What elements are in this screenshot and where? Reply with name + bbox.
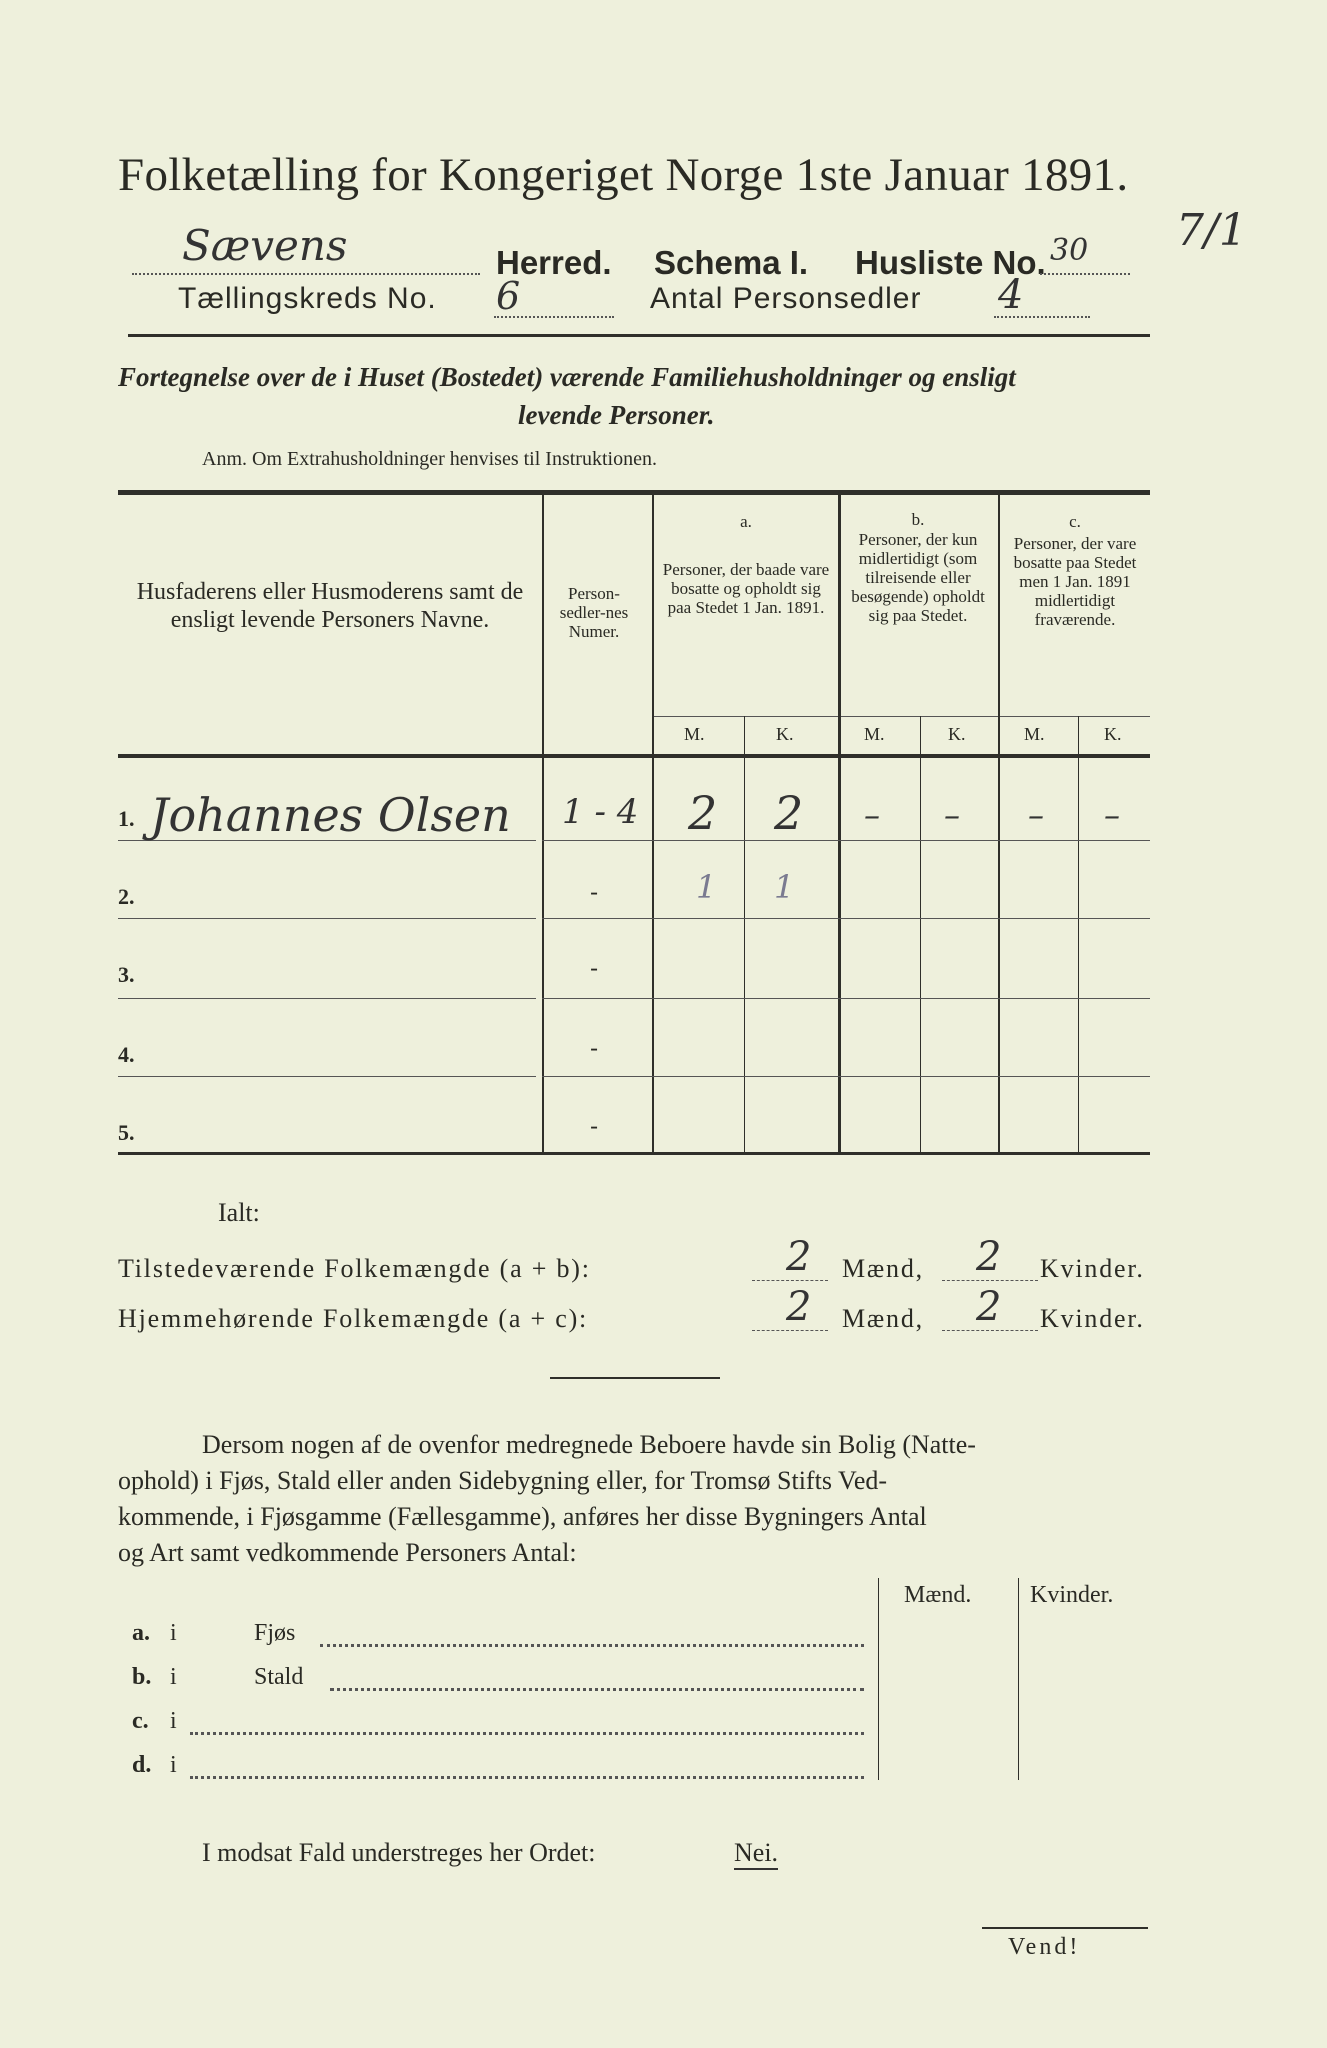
footer-text: I modsat Fald understreges her Ordet: xyxy=(202,1838,596,1867)
kreds-value: 6 xyxy=(496,274,521,318)
form-title: Folketælling for Kongeriget Norge 1ste Januar 1891. xyxy=(118,149,1129,201)
col-b-m: M. xyxy=(864,724,885,744)
husliste-field xyxy=(1040,235,1130,275)
col-b-header: Personer, der kun midlertidigt (som tilreisende eller besøgende) opholdt sig paa Stedet. xyxy=(851,530,985,625)
census-form: Folketælling for Kongeriget Norge 1ste Januar 1891. Sævens Herred. Schema I. Husliste No. 30 7/1 Tællingskreds No. 6 Antal Personsedler 4 Fortegnelse over de i Huset (Bostedet) værende Familiehusholdninger og ensligt levende Personer. Anm. Om Extrahusholdninger henvises til Instruktionen. Husfaderens eller Husmoderens samt de ensligt levende Personers Navne. Person-sedler-nes Numer. a. Personer, der baade vare bosatte og opholdt sig paa Stedet 1 Jan. 1891. b. Personer, der kun midlertidigt (som tilreisende eller besøgende) opholdt sig paa Stedet. c. Personer, der vare bosatte paa Stedet men 1 Jan. 1891 midlertidigt fraværende. M. K. M. K. M. K. 1. Johannes Olsen 1 - 4 2 2 – – – – 2. - 1 1 3. - 4. - 5. - Ialt: Tilstedeværende Folkemængde (a + b): 2 Mænd, 2 Kvinder. Hjemmehørende Folkemængde (a + c): 2 Mænd, 2 Kvinder. Dersom nogen af de ovenfor medregnede Beboere havde sin Bolig (Natte- ophold) i Fjøs, Stald eller anden Sidebygning eller, for Tromsø Stifts Ved- kommende, i Fjøsgamme (Fællesgamme), anføres her disse Bygningers Antal og Art samt vedkommende Personers Antal: Mænd. Kvinder. a. i Fjøs b. i Stald c. i d. i I modsat Fald understreges her Ordet: Nei. Vend! xyxy=(0,0,1327,2048)
hjemme-maend-label: Mænd, xyxy=(842,1304,924,1333)
col-num-header: Person-sedler-nes Numer. xyxy=(559,584,629,641)
nei-word: Nei. xyxy=(734,1838,778,1870)
hjemme-kvinder-value: 2 xyxy=(976,1284,1002,1330)
buildings-maend-head: Mænd. xyxy=(904,1582,972,1608)
anm-note: Anm. Om Extrahusholdninger henvises til Instruktionen. xyxy=(202,448,657,470)
tilstede-maend-value: 2 xyxy=(786,1234,812,1280)
col-a-k: K. xyxy=(776,724,794,744)
tilstede-kvinder-label: Kvinder. xyxy=(1040,1254,1145,1283)
buildings-text-3: kommende, i Fjøsgamme (Fællesgamme), anføres her disse Bygningers Antal xyxy=(118,1502,927,1531)
hjemme-maend-value: 2 xyxy=(786,1284,812,1330)
tilstede-kvinder-value: 2 xyxy=(976,1234,1002,1280)
husliste-value: 30 xyxy=(1050,233,1089,268)
household-name: Johannes Olsen xyxy=(150,788,511,842)
col-c-k: K. xyxy=(1104,724,1122,744)
buildings-text-1: Dersom nogen af de ovenfor medregnede Beboere havde sin Bolig (Natte- xyxy=(202,1430,976,1459)
col-a-m: M. xyxy=(684,724,705,744)
intro-line-2: levende Personer. xyxy=(518,400,715,430)
col-c-letter: c. xyxy=(1069,512,1081,531)
kreds-label: Tællingskreds No. xyxy=(178,282,437,315)
col-c-header: Personer, der vare bosatte paa Stedet men 1 Jan. 1891 midlertidigt fraværende. xyxy=(1013,534,1137,629)
husliste-label: Husliste No. xyxy=(855,244,1046,281)
col-a-letter: a. xyxy=(740,512,752,531)
schema-label: Schema I. xyxy=(654,244,809,281)
vend-label: Vend! xyxy=(1008,1934,1081,1960)
ialt-label: Ialt: xyxy=(218,1198,260,1227)
buildings-text-2: ophold) i Fjøs, Stald eller anden Sidebygning eller, for Tromsø Stifts Ved- xyxy=(118,1466,888,1495)
corner-note: 7/1 xyxy=(1176,205,1247,256)
intro-line-1: Fortegnelse over de i Huset (Bostedet) værende Familiehusholdninger og ensligt xyxy=(118,362,1016,392)
kreds-field xyxy=(494,274,614,318)
buildings-kvinder-head: Kvinder. xyxy=(1030,1582,1114,1608)
tilstede-label: Tilstedeværende Folkemængde (a + b): xyxy=(118,1254,591,1283)
herred-label: Herred. xyxy=(496,244,612,281)
col-a-header: Personer, der baade vare bosatte og opholdt sig paa Stedet 1 Jan. 1891. xyxy=(662,560,830,617)
divider xyxy=(550,1377,720,1379)
col-b-letter: b. xyxy=(911,510,925,529)
hjemme-label: Hjemmehørende Folkemængde (a + c): xyxy=(118,1304,589,1333)
herred-value: Sævens xyxy=(182,221,348,270)
buildings-text-4: og Art samt vedkommende Personers Antal: xyxy=(118,1538,577,1567)
col-b-k: K. xyxy=(948,724,966,744)
hjemme-kvinder-label: Kvinder. xyxy=(1040,1304,1145,1333)
tilstede-maend-label: Mænd, xyxy=(842,1254,924,1283)
col-c-m: M. xyxy=(1024,724,1045,744)
personsedler-value: 4 xyxy=(998,272,1024,318)
col-name-header: Husfaderens eller Husmoderens samt de ensligt levende Personers Navne. xyxy=(136,579,524,633)
personsedler-field xyxy=(994,272,1090,318)
header-rule xyxy=(128,334,1150,337)
personsedler-label: Antal Personsedler xyxy=(650,282,922,315)
